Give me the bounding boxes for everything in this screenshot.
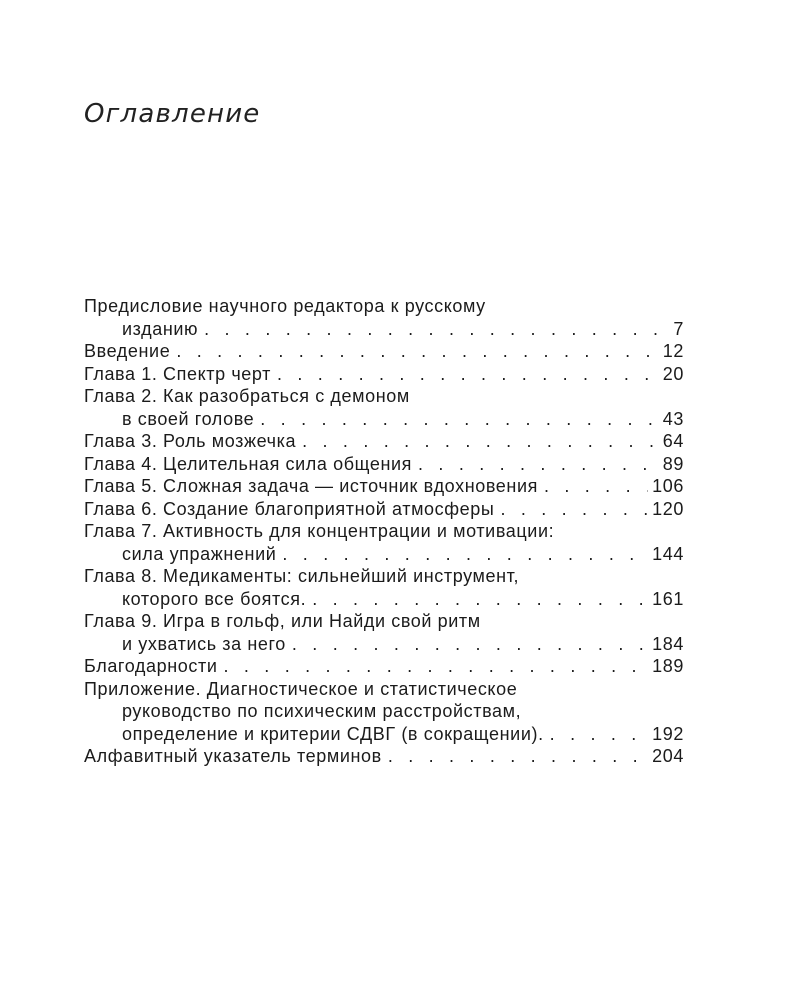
toc-entry-line [84,475,684,498]
toc-entry[interactable] [84,340,684,363]
toc-leader-dots [223,655,648,678]
toc-entry-line [84,633,684,656]
toc-entry-line [84,610,684,633]
toc-entry-text: сила упражнений [122,543,277,564]
table-of-contents [84,295,684,768]
toc-entry-line [84,543,684,566]
toc-entry-text: Алфавитный указатель терминов [84,746,382,766]
toc-leader-dots [204,318,658,341]
toc-entry-text: которого все боятся. [122,588,307,609]
toc-leader-dots [550,723,648,746]
toc-page-number: 144 [652,543,684,564]
toc-entry-text: Глава 4. Целительная сила общения [84,453,413,474]
toc-entry-text: Глава 6. Создание благоприятной атмосферы [84,498,495,519]
toc-page-number: 64 [662,431,684,451]
toc-entry-text: Глава 9. Игра в гольф, или Найди свой ритм [84,611,481,631]
toc-leader-dots [302,430,658,453]
toc-entry-text: Предисловие научного редактора к русскому [84,296,486,316]
toc-entry[interactable] [84,363,684,386]
toc-entry[interactable] [84,610,684,655]
toc-page-number: 120 [652,498,684,519]
toc-entry[interactable] [84,453,684,476]
toc-page-number: 184 [652,633,684,654]
toc-entry-line [84,498,684,521]
toc-entry[interactable] [84,295,684,340]
toc-leader-dots [176,340,658,363]
toc-leader-dots [312,588,648,611]
toc-page-number: 7 [673,318,684,339]
toc-page-number: 192 [652,723,684,744]
page-title: Оглавление [84,99,261,129]
toc-entry-line [84,453,684,476]
toc-entry-line [84,430,684,453]
toc-page-number: 20 [662,363,684,384]
toc-entry[interactable] [84,678,684,746]
toc-page-number: 89 [662,453,684,474]
toc-entry-line [84,385,684,408]
toc-entry[interactable] [84,430,684,453]
toc-entry-text: в своей голове [122,408,255,429]
toc-leader-dots [388,745,648,768]
toc-leader-dots [260,408,658,431]
toc-entry-text: Глава 8. Медикаменты: сильнейший инструмент, [84,566,520,586]
toc-entry-text: Глава 7. Активность для концентрации и мотивации: [84,521,555,541]
toc-leader-dots [277,363,658,386]
toc-page-number: 204 [652,746,684,766]
toc-entry-text: Глава 3. Роль мозжечка [84,431,297,451]
toc-entry[interactable] [84,498,684,521]
toc-page-number: 43 [662,408,684,429]
toc-leader-dots [282,543,648,566]
toc-entry-text: Глава 1. Спектр черт [84,363,271,384]
toc-page-number: 161 [652,588,684,609]
toc-entry-line [84,745,684,768]
toc-entry-text: Глава 2. Как разобраться с демоном [84,386,410,406]
toc-page-number: 106 [652,476,684,496]
toc-page-number: 189 [652,656,684,676]
toc-entry-line [84,520,684,543]
toc-entry-line [84,295,684,318]
toc-entry[interactable] [84,565,684,610]
toc-entry[interactable] [84,475,684,498]
toc-entry-line [84,318,684,341]
toc-entry-line [84,678,684,701]
toc-entry-line [84,700,684,723]
toc-leader-dots [544,475,648,498]
toc-entry-text: Глава 5. Сложная задача — источник вдохновения [84,476,538,496]
toc-page-number: 12 [662,341,684,361]
toc-entry-line [84,723,684,746]
toc-entry-line [84,408,684,431]
toc-entry-text: руководство по психическим расстройствам, [122,701,522,721]
toc-entry-text: и ухватись за него [122,633,286,654]
toc-entry-line [84,565,684,588]
toc-entry-text: Введение [84,341,171,361]
toc-leader-dots [418,453,658,476]
toc-entry[interactable] [84,520,684,565]
toc-leader-dots [292,633,648,656]
toc-entry-line [84,363,684,386]
toc-entry[interactable] [84,385,684,430]
toc-entry-line [84,588,684,611]
toc-entry[interactable] [84,655,684,678]
toc-entry[interactable] [84,745,684,768]
toc-entry-text: Приложение. Диагностическое и статистическое [84,678,518,699]
toc-entry-text: изданию [122,318,199,339]
toc-entry-text: определение и критерии СДВГ (в сокращении). [122,723,544,744]
toc-leader-dots [500,498,648,521]
toc-entry-line [84,340,684,363]
toc-entry-text: Благодарности [84,656,218,676]
toc-entry-line [84,655,684,678]
